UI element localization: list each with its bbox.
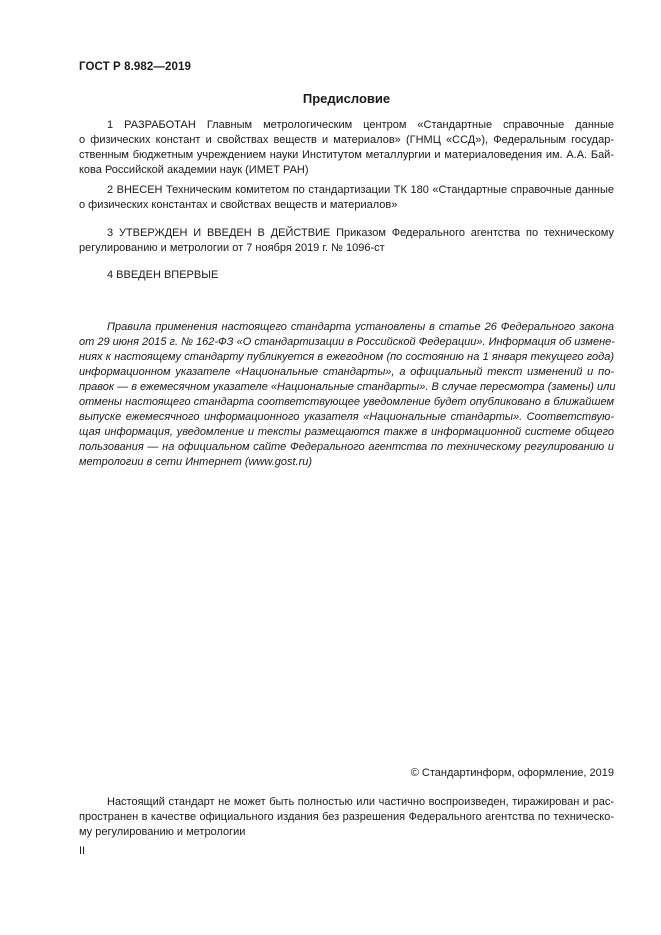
- text-line: Правила применения настоящего стандарта установлены в статье 26 Федерального закона: [107, 321, 614, 333]
- page-number: II: [79, 845, 86, 857]
- foreword-item-3: [79, 226, 614, 256]
- text-line: щая информация, уведомление и тексты размещаются также в информационной системе общего: [79, 426, 614, 438]
- text-line: о физических констант и свойствах веществ и материалов» (ГНМЦ «ССД»), Федеральным государ-: [79, 134, 614, 146]
- text-line: выпуске ежемесячного информационного указателя «Национальные стандарты». Соответствую-: [79, 411, 614, 423]
- copyright-line: © Стандартинформ, оформление, 2019: [410, 767, 614, 779]
- text-line: 4 ВВЕДЕН ВПЕРВЫЕ: [107, 269, 219, 281]
- text-line: правок — в ежемесячном указателе «Национальные стандарты». В случае пересмотра (замены) или: [79, 381, 616, 393]
- document-header: ГОСТ Р 8.982—2019: [79, 61, 191, 73]
- foreword-item-1: [79, 118, 614, 178]
- foreword-item-4: [79, 268, 614, 283]
- section-title: Предисловие: [302, 91, 391, 106]
- text-line: отмены настоящего стандарта соответствующее уведомление будет опубликовано в ближайшем: [79, 396, 614, 408]
- text-line: ственным бюджетным учреждением науки Институтом металлургии и материаловедения им. А.А. Бай-: [79, 149, 614, 161]
- foreword-item-2: [79, 183, 614, 213]
- text-line: ниях к настоящему стандарту публикуется в ежегодном (по состоянию на 1 января текущего года): [79, 351, 614, 363]
- text-line: информационном указателе «Национальные стандарты», а официальный текст изменений и по-: [79, 366, 614, 378]
- text-line: му регулированию и метрологии: [79, 826, 246, 838]
- text-line: метрологии в сети Интернет (www.gost.ru): [79, 456, 313, 468]
- text-line: от 29 июня 2015 г. № 162-ФЗ «О стандартизации в Российской Федерации». Информация об измене-: [79, 336, 615, 348]
- text-line: Настоящий стандарт не может быть полностью или частично воспроизведен, тиражирован и рас-: [107, 796, 614, 808]
- text-line: 1 РАЗРАБОТАН Главным метрологическим центром «Стандартные справочные данные: [107, 119, 614, 131]
- text-line: кова Российской академии наук (ИМЕТ РАН): [79, 164, 309, 176]
- text-line: 3 УТВЕРЖДЕН И ВВЕДЕН В ДЕЙСТВИЕ Приказом Федерального агентства по техническому: [107, 227, 614, 239]
- reproduction-notice: [79, 795, 614, 840]
- application-notice: [79, 320, 614, 470]
- text-line: о физических константах и свойствах веществ и материалов»: [79, 199, 398, 211]
- text-line: регулированию и метрологии от 7 ноября 2019 г. № 1096-ст: [79, 242, 385, 254]
- text-line: 2 ВНЕСЕН Техническим комитетом по стандартизации ТК 180 «Стандартные справочные данные: [107, 184, 614, 196]
- text-line: пользования — на официальном сайте Федерального агентства по техническому регулированию и: [79, 441, 614, 453]
- text-line: пространен в качестве официального издания без разрешения Федерального агентства по техническо-: [79, 811, 614, 823]
